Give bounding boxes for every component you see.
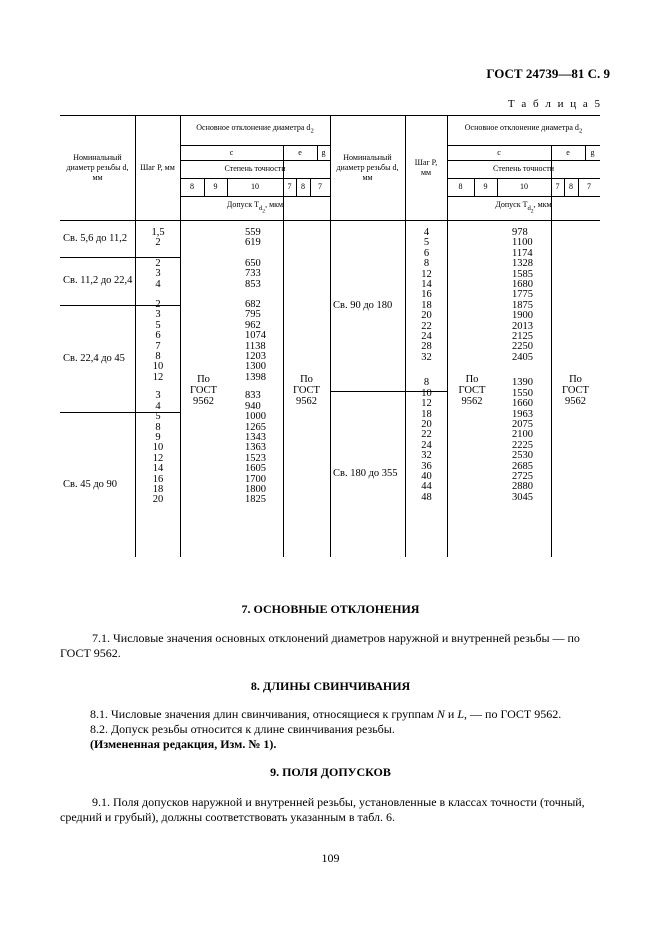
tolerance-value: 1000 xyxy=(245,411,266,423)
pitch-value: 12 xyxy=(152,371,164,383)
pitch-value: 8 xyxy=(423,258,430,270)
header-col-c: c xyxy=(497,147,501,157)
tolerance-value: 3045 xyxy=(512,491,533,503)
header-pitch: Шаг P, мм xyxy=(414,157,438,177)
section-7-paragraph: 7.1. Числовые значения основных отклонений диаметров наружной и внутренней резьбы — по ГОСТ 9562. xyxy=(60,631,580,660)
header-main-deviation: Основное отклонение диаметра $d_2$ xyxy=(196,123,314,135)
gost-reference-eg xyxy=(551,370,600,410)
pitch-value: 2 xyxy=(155,257,161,269)
header-col-e: e xyxy=(298,147,302,157)
section-9-paragraph: 9.1. Поля допусков наружной и внутренней резьбы, установленные в классах точности (точный, средний и грубый), должны соответствовать указанным в табл. 6. xyxy=(60,795,585,824)
header-col-g: g xyxy=(321,147,326,157)
gost-reference-c xyxy=(180,370,227,410)
gost-ref-line: 9562 xyxy=(461,395,483,407)
pitch-value: 12 xyxy=(152,452,164,464)
tolerance-value: 559 xyxy=(245,227,261,238)
header-nominal-diameter: Номинальный диаметр резьбы d, мм xyxy=(336,152,399,182)
header-grade-8: 8 xyxy=(301,182,305,191)
gost-ref-line: По xyxy=(300,373,313,385)
right-pitch-column xyxy=(406,228,447,503)
pitch-value: 2 xyxy=(155,237,161,249)
pitch-value: 40 xyxy=(421,470,432,482)
tolerance-value: 2530 xyxy=(512,450,533,462)
tolerance-value: 1390 xyxy=(512,377,533,389)
header-grade-7: 7 xyxy=(318,182,322,191)
tolerance-value: 1605 xyxy=(245,463,266,475)
pitch-value: 4 xyxy=(423,227,430,238)
pitch-value: 9 xyxy=(155,431,161,443)
tolerance-value: 650 xyxy=(245,257,261,269)
gost-ref-line: По xyxy=(569,373,582,385)
header-grade-9: 9 xyxy=(483,182,488,191)
tolerance-value: 833 xyxy=(245,390,261,402)
header-pitch: Шаг P, мм xyxy=(140,162,175,172)
pitch-value: 8 xyxy=(155,351,161,363)
tolerance-value: 940 xyxy=(245,400,261,412)
tolerance-value: 619 xyxy=(245,237,261,249)
tolerance-value: 962 xyxy=(245,319,261,331)
header-accuracy-grade: Степень точности xyxy=(492,164,555,173)
diameter-range: Св. 180 до 355 xyxy=(333,468,398,479)
pitch-value: 3 xyxy=(155,309,161,321)
tolerance-value: 978 xyxy=(512,227,528,238)
section-8-paragraph-1: 8.1. Числовые значения длин свинчивания, относящиеся к группам N и L, — по ГОСТ 9562. xyxy=(90,707,562,721)
tolerance-value: 682 xyxy=(245,299,261,311)
pitch-value: 12 xyxy=(421,268,432,280)
pitch-value: 3 xyxy=(155,268,161,280)
tolerance-value: 1550 xyxy=(512,387,533,399)
tolerance-value: 1398 xyxy=(245,371,266,383)
pitch-value: 18 xyxy=(152,483,164,495)
pitch-value: 6 xyxy=(423,247,430,259)
tolerance-value: 1680 xyxy=(512,279,533,291)
section-8-paragraph-2: 8.2. Допуск резьбы относится к длине свинчивания резьбы. xyxy=(90,722,395,736)
tolerance-value: 853 xyxy=(245,278,261,290)
pitch-value: 2 xyxy=(155,299,161,311)
pitch-value: 8 xyxy=(155,421,161,433)
diameter-range: Св. 45 до 90 xyxy=(63,478,118,490)
left-pitch-column xyxy=(136,228,180,506)
gost-reference-eg xyxy=(283,370,330,410)
pitch-value: 20 xyxy=(421,418,432,430)
pitch-value: 36 xyxy=(421,460,432,472)
tolerance-value: 1523 xyxy=(245,452,266,464)
header-col-e: e xyxy=(566,147,570,157)
pitch-value: 24 xyxy=(421,439,432,451)
tolerance-value: 1660 xyxy=(512,398,533,410)
pitch-value: 18 xyxy=(421,408,432,420)
header-grade-9: 9 xyxy=(213,182,218,191)
tolerance-value: 2100 xyxy=(512,429,533,441)
right-tolerance-column xyxy=(512,228,551,503)
gost-ref-line: По xyxy=(465,373,479,385)
table-caption: Т а б л и ц а 5 xyxy=(507,98,602,110)
pitch-value: 10 xyxy=(152,361,164,373)
header-grade-7: 7 xyxy=(555,182,560,191)
pitch-value: 44 xyxy=(421,481,432,493)
gost-ref-line: ГОСТ xyxy=(190,384,217,396)
pitch-value: 4 xyxy=(155,278,161,290)
diameter-range: Св. 11,2 до 22,4 xyxy=(63,275,133,286)
header-grade-10: 10 xyxy=(520,182,528,191)
pitch-value: 32 xyxy=(421,450,432,462)
pitch-value: 6 xyxy=(155,330,161,342)
tolerance-value: 1328 xyxy=(512,258,533,270)
pitch-value: 4 xyxy=(155,400,161,412)
pitch-value: 12 xyxy=(421,398,432,410)
header-col-g: g xyxy=(590,147,595,157)
gost-ref-line: ГОСТ xyxy=(293,384,320,396)
pitch-value: 3 xyxy=(155,390,161,402)
tolerance-value: 1300 xyxy=(245,361,266,373)
pitch-value: 24 xyxy=(421,331,432,343)
header-tolerance: Допуск $T_{d_2}$, мкм xyxy=(226,200,284,214)
tolerance-value: 1585 xyxy=(512,268,533,280)
tolerance-value: 2250 xyxy=(512,341,533,353)
tolerance-value: 1174 xyxy=(512,247,533,259)
tolerance-value: 1875 xyxy=(512,299,533,311)
gost-ref-line: ГОСТ xyxy=(458,384,486,396)
section-9-title: 9. ПОЛЯ ДОПУСКОВ xyxy=(270,765,391,779)
gost-ref-line: По xyxy=(197,373,210,385)
tolerance-table xyxy=(60,115,600,557)
tolerance-value: 2125 xyxy=(512,331,533,343)
tolerance-value: 2225 xyxy=(512,439,533,451)
header-grade-10: 10 xyxy=(251,182,259,191)
gost-ref-line: 9562 xyxy=(565,395,586,407)
tolerance-value: 1343 xyxy=(245,431,266,443)
header-main-deviation: Основное отклонение диаметра $d_2$ xyxy=(464,123,583,135)
pitch-value: 10 xyxy=(152,442,164,454)
page-number: 109 xyxy=(321,851,340,865)
pitch-value: 1,5 xyxy=(151,227,165,238)
pitch-value: 18 xyxy=(421,299,432,311)
gost-ref-line: 9562 xyxy=(193,395,214,407)
pitch-value: 7 xyxy=(155,340,161,352)
header-grade-7: 7 xyxy=(587,182,591,191)
pitch-value: 14 xyxy=(421,279,432,291)
tolerance-value: 2685 xyxy=(512,460,533,472)
header-grade-8: 8 xyxy=(190,182,194,191)
pitch-value: 10 xyxy=(421,387,432,399)
header-nominal-diameter: Номинальный диаметр резьбы d, мм xyxy=(66,152,129,182)
header-grade-8: 8 xyxy=(569,182,573,191)
pitch-value: 8 xyxy=(423,377,430,389)
pitch-value: 5 xyxy=(423,237,430,249)
tolerance-value: 1963 xyxy=(512,408,533,420)
gost-reference-c xyxy=(447,370,497,410)
pitch-value: 22 xyxy=(421,429,432,441)
tolerance-value: 733 xyxy=(245,268,261,280)
diameter-range: Св. 90 до 180 xyxy=(333,299,393,311)
tolerance-value: 1900 xyxy=(512,310,533,322)
pitch-value: 22 xyxy=(421,320,432,332)
amendment-note: (Измененная редакция, Изм. № 1). xyxy=(90,737,277,751)
diameter-range: Св. 22,4 до 45 xyxy=(63,352,125,364)
header-accuracy-grade: Степень точности xyxy=(224,164,286,173)
tolerance-value: 2880 xyxy=(512,481,533,493)
tolerance-value: 1363 xyxy=(245,442,266,454)
header-grade-8: 8 xyxy=(458,182,463,191)
tolerance-value: 2075 xyxy=(512,418,533,430)
tolerance-value: 795 xyxy=(245,309,261,321)
header-tolerance: Допуск $T_{d_2}$, мкм xyxy=(495,200,552,214)
pitch-value: 14 xyxy=(152,463,164,475)
pitch-value: 32 xyxy=(421,351,432,363)
pitch-value: 20 xyxy=(152,494,164,506)
pitch-value: 16 xyxy=(421,289,432,301)
tolerance-value: 1825 xyxy=(245,494,266,506)
section-7-title: 7. ОСНОВНЫЕ ОТКЛОНЕНИЯ xyxy=(241,602,420,616)
gost-ref-line: ГОСТ xyxy=(562,384,589,396)
pitch-value: 28 xyxy=(421,341,432,353)
section-8-title: 8. ДЛИНЫ СВИНЧИВАНИЯ xyxy=(250,679,411,693)
pitch-value: 16 xyxy=(152,473,164,485)
tolerance-value: 1775 xyxy=(512,289,533,301)
pitch-value: 5 xyxy=(155,411,161,423)
tolerance-value: 2405 xyxy=(512,351,533,363)
tolerance-value: 1203 xyxy=(245,351,266,363)
diameter-range: Св. 5,6 до 11,2 xyxy=(63,232,128,244)
pitch-value: 5 xyxy=(155,319,161,331)
tolerance-value: 1100 xyxy=(512,237,533,249)
tolerance-value: 1074 xyxy=(245,330,266,342)
tolerance-value: 1265 xyxy=(245,421,266,433)
header-grade-7: 7 xyxy=(287,182,292,191)
pitch-value: 20 xyxy=(421,310,432,322)
header-col-c: c xyxy=(229,147,234,157)
tolerance-value: 1138 xyxy=(245,340,266,352)
tolerance-value: 2725 xyxy=(512,470,533,482)
left-tolerance-column xyxy=(245,228,283,506)
gost-ref-line: 9562 xyxy=(296,395,317,407)
document-header: ГОСТ 24739—81 С. 9 xyxy=(486,66,610,81)
tolerance-value: 1800 xyxy=(245,483,266,495)
tolerance-value: 2013 xyxy=(512,320,533,332)
tolerance-value: 1700 xyxy=(245,473,266,485)
pitch-value: 48 xyxy=(421,491,432,503)
